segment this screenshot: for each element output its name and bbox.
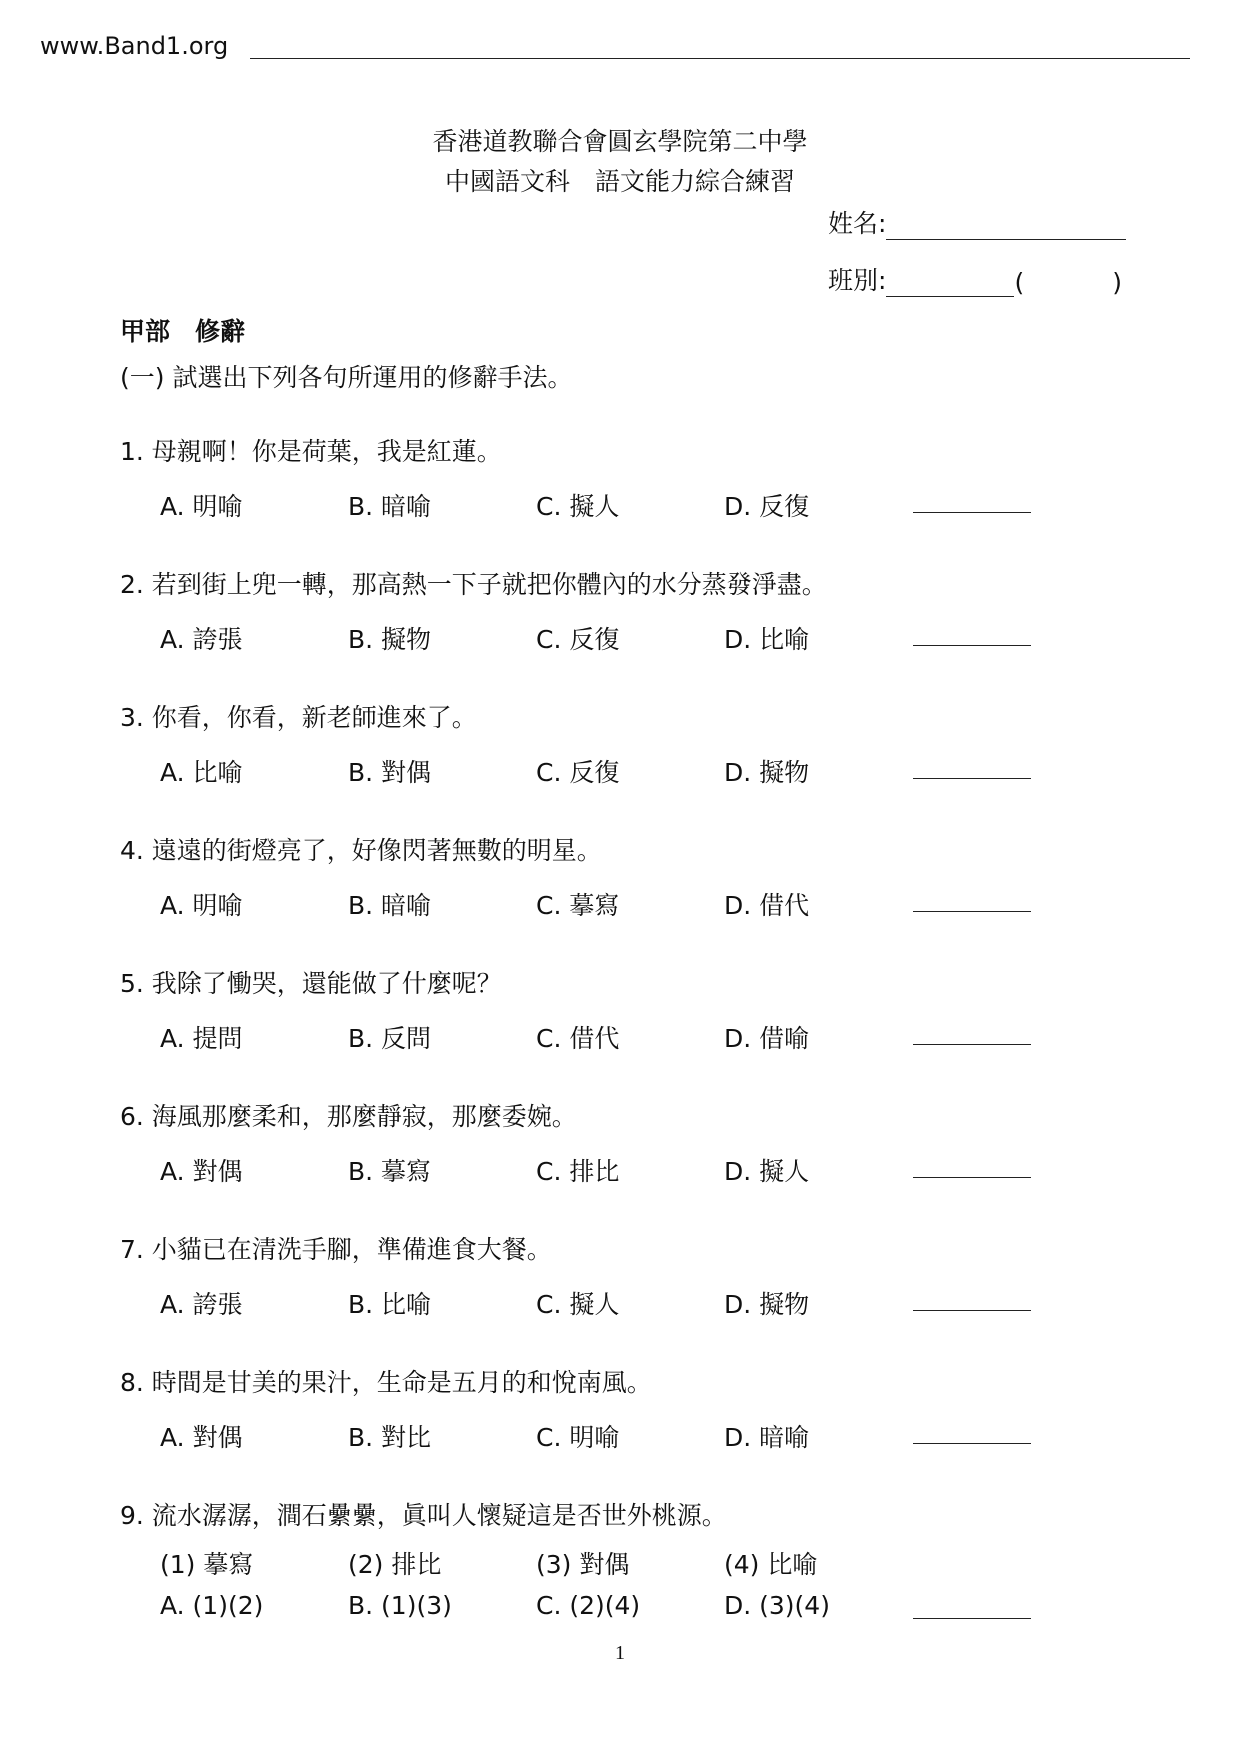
option-d: D. 借代 [724,891,810,920]
answer-blank[interactable] [913,645,1031,646]
option-a: A. 對偶 [160,1423,243,1452]
option-b: B. 擬物 [348,625,432,654]
option-b: B. 摹寫 [348,1157,432,1186]
header-rule [250,58,1190,59]
question-5 [120,964,1120,1084]
option-d: D. 反復 [724,492,810,521]
answer-blank[interactable] [913,1443,1031,1444]
sub-option-2: (2) 排比 [348,1550,442,1579]
option-c: C. 摹寫 [536,891,620,920]
question-stem: 2. 若到街上兜一轉，那高熱一下子就把你體內的水分蒸發淨盡。 [120,570,827,599]
option-b: B. 比喻 [348,1290,432,1319]
answer-blank[interactable] [913,1177,1031,1178]
option-b: B. 暗喻 [348,492,432,521]
name-blank[interactable] [886,213,1126,240]
option-d: D. 借喻 [724,1024,810,1053]
question-1 [120,432,1120,552]
class-label: 班別: [828,266,887,295]
option-c: C. 排比 [536,1157,620,1186]
option-b: B. 對偶 [348,758,432,787]
answer-blank[interactable] [913,512,1031,513]
instruction: (一) 試選出下列各句所運用的修辭手法。 [120,363,573,392]
option-d: D. 擬物 [724,1290,810,1319]
question-7 [120,1230,1120,1350]
worksheet-title: 中國語文科 語文能力綜合練習 [444,167,795,196]
answer-blank[interactable] [913,911,1031,912]
class-blank[interactable] [886,270,1014,297]
option-c: C. 明喻 [536,1423,620,1452]
option-b: B. 對比 [348,1423,432,1452]
question-6 [120,1097,1120,1217]
option-b: B. 暗喻 [348,891,432,920]
option-d: D. 擬人 [724,1157,810,1186]
question-stem: 9. 流水潺潺，澗石纍纍，眞叫人懷疑這是否世外桃源。 [120,1501,727,1530]
sub-option-4: (4) 比喻 [724,1550,818,1579]
question-stem: 5. 我除了慟哭，還能做了什麼呢？ [120,969,502,998]
school-title: 香港道教聯合會圓玄學院第二中學 [432,127,808,156]
section-title: 甲部 修辭 [120,317,246,346]
option-d: D. (3)(4) [724,1591,830,1620]
name-field [828,204,1126,240]
question-stem: 8. 時間是甘美的果汁，生命是五月的和悅南風。 [120,1368,652,1397]
option-d: D. 暗喻 [724,1423,810,1452]
option-c: C. 反復 [536,625,620,654]
page-number: 1 [615,1642,625,1664]
class-number-close: ) [1112,268,1122,297]
answer-blank[interactable] [913,778,1031,779]
option-a: A. 明喻 [160,891,243,920]
option-a: A. 對偶 [160,1157,243,1186]
name-label: 姓名: [828,209,887,238]
answer-blank[interactable] [913,1310,1031,1311]
class-number-open: ( [1014,268,1025,297]
question-2 [120,565,1120,685]
site-url: www.Band1.org [40,32,229,60]
option-b: B. 反問 [348,1024,432,1053]
question-stem: 1. 母親啊！你是荷葉，我是紅蓮。 [120,437,502,466]
option-a: A. 提問 [160,1024,243,1053]
option-b: B. (1)(3) [348,1591,452,1620]
question-9 [120,1496,1120,1636]
option-d: D. 比喻 [724,625,810,654]
class-field [828,261,1122,297]
option-d: D. 擬物 [724,758,810,787]
option-a: A. (1)(2) [160,1591,264,1620]
answer-blank[interactable] [913,1044,1031,1045]
answer-blank[interactable] [913,1618,1031,1619]
question-8 [120,1363,1120,1483]
option-c: C. 反復 [536,758,620,787]
option-c: C. 擬人 [536,492,620,521]
question-3 [120,698,1120,818]
sub-option-3: (3) 對偶 [536,1550,630,1579]
option-c: C. 借代 [536,1024,620,1053]
question-stem: 4. 遠遠的街燈亮了，好像閃著無數的明星。 [120,836,602,865]
question-stem: 6. 海風那麼柔和，那麼靜寂，那麼委婉。 [120,1102,577,1131]
option-a: A. 比喻 [160,758,243,787]
sub-option-1: (1) 摹寫 [160,1550,254,1579]
question-stem: 3. 你看，你看，新老師進來了。 [120,703,477,732]
option-c: C. 擬人 [536,1290,620,1319]
option-a: A. 誇張 [160,625,243,654]
question-stem: 7. 小貓已在清洗手腳，準備進食大餐。 [120,1235,552,1264]
question-4 [120,831,1120,951]
option-c: C. (2)(4) [536,1591,641,1620]
option-a: A. 明喻 [160,492,243,521]
option-a: A. 誇張 [160,1290,243,1319]
